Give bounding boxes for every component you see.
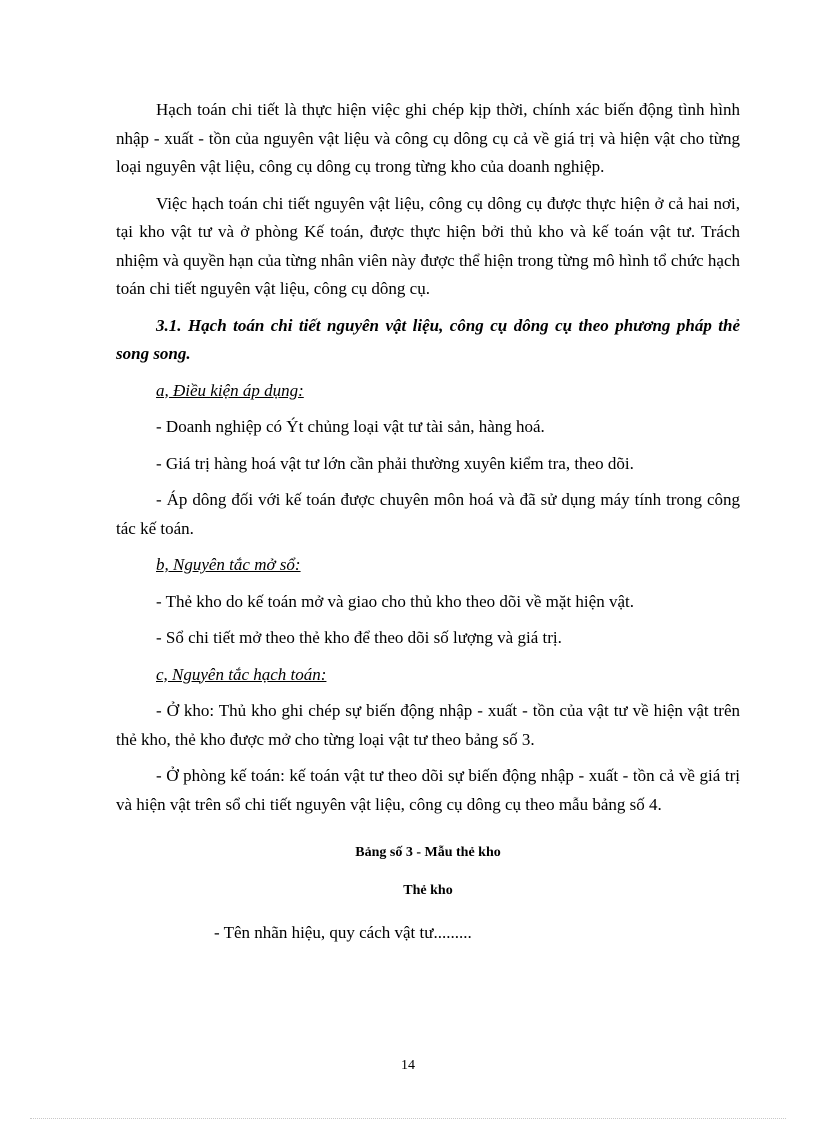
subsection-title-a: a, Điều kiện áp dụng: <box>156 380 304 400</box>
table-title: Thẻ kho <box>403 883 453 898</box>
list-item: - Giá trị hàng hoá vật tư lớn cần phải thường xuyên kiểm tra, theo dõi. <box>156 453 634 473</box>
paragraph-1: Hạch toán chi tiết là thực hiện việc ghi chép kịp thời, chính xác biến động tình hình nhập - xuất - tồn của nguyên vật liệu và công cụ dông cụ cả về giá trị và hiện vật cho từng loại nguyên vật liệu, công cụ dông cụ trong từng kho của doanh nghiệp. <box>116 100 740 176</box>
list-item: - Ở phòng kế toán: kế toán vật tư theo dõi sự biến động nhập - xuất - tồn cả về giá trị và hiện vật trên sổ chi tiết nguyên vật liệu, công cụ dông cụ theo mẫu bảng số 4. <box>116 766 740 814</box>
table-caption: Bảng số 3 - Mẫu thẻ kho <box>355 845 501 860</box>
footer-divider <box>30 1118 786 1119</box>
field-line: - Tên nhãn hiệu, quy cách vật tư......... <box>214 923 472 942</box>
section-heading: 3.1. Hạch toán chi tiết nguyên vật liệu, công cụ dông cụ theo phương pháp thẻ song song. <box>116 315 740 363</box>
subsection-title-c: c, Nguyên tắc hạch toán: <box>156 664 327 684</box>
paragraph-2: Việc hạch toán chi tiết nguyên vật liệu, công cụ dông cụ được thực hiện ở cả hai nơi, tại kho vật tư và ở phòng Kế toán, được thực hiện bởi thủ kho và kế toán vật tư. Trách nhiệm và quyền hạn của từng nhân viên này được thể hiện trong từng mô hình tổ chức hạch toán chi tiết nguyên vật liệu, công cụ dông cụ. <box>116 193 740 298</box>
list-item: - Doanh nghiệp có Ýt chủng loại vật tư tài sản, hàng hoá. <box>156 417 545 436</box>
list-item: - Ở kho: Thủ kho ghi chép sự biến động nhập - xuất - tồn của vật tư về hiện vật trên thẻ kho, thẻ kho được mở cho từng loại vật tư theo bảng số 3. <box>116 701 740 749</box>
subsection-title-b: b, Nguyên tắc mở sổ: <box>156 555 301 574</box>
list-item: - Thẻ kho do kế toán mở và giao cho thủ kho theo dõi về mặt hiện vật. <box>156 591 634 611</box>
list-item: - Áp dông đối với kế toán được chuyên môn hoá và đã sử dụng máy tính trong công tác kế toán. <box>116 490 740 538</box>
list-item: - Sổ chi tiết mở theo thẻ kho để theo dõi số lượng và giá trị. <box>156 628 562 647</box>
page-number: 14 <box>401 1058 415 1073</box>
page-content <box>116 96 740 948</box>
